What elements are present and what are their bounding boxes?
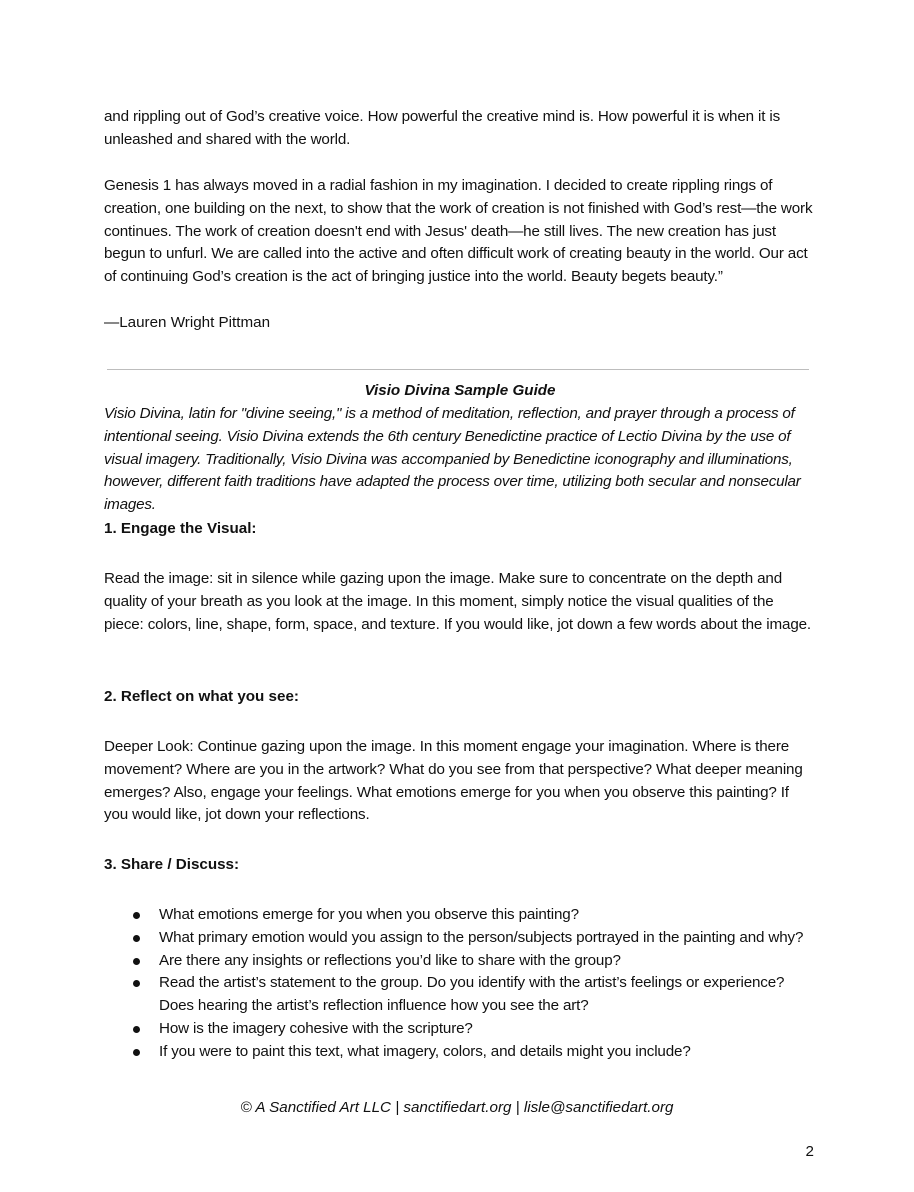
list-item: [104, 904, 816, 927]
step-2-heading: 2. Reflect on what you see:: [104, 688, 299, 705]
question-text: Read the artist’s statement to the group. Do you identify with the artist’s feelings or experience? Does hearing the artist’s reflection influence how you see the art?: [159, 974, 785, 1015]
question-text: How is the imagery cohesive with the scripture?: [159, 1019, 473, 1037]
list-item: [104, 1041, 816, 1064]
question-text: Are there any insights or reflections you’d like to share with the group?: [159, 951, 621, 969]
list-item: [104, 972, 816, 1018]
step-2-body: Deeper Look: Continue gazing upon the image. In this moment engage your imagination. Where is there movement? Where are you in the artwork? What do you see from that perspective? What deeper meaning emerges? Also, engage your feelings. What emotions emerge for you when you observe this painting? If you would like, jot down your reflections.: [104, 738, 803, 824]
list-item: [104, 927, 816, 950]
artist-statement-paragraph-2: Genesis 1 has always moved in a radial fashion in my imagination. I decided to create rippling rings of creation, one building on the next, to show that the work of creation is not finished with God’s rest—the work continues. The work of creation doesn't end with Jesus' death—he still lives. The new creation has just begun to unfurl. We are called into the active and often difficult work of creating beauty in the world. Our act of continuing God’s creation is the act of bringing justice into the world. Beauty begets beauty.”: [104, 177, 813, 286]
step-1-heading: 1. Engage the Visual:: [104, 520, 257, 537]
guide-title: Visio Divina Sample Guide: [364, 382, 556, 399]
step-1-body: Read the image: sit in silence while gazing upon the image. Make sure to concentrate on the depth and quality of your breath as you look at the image. In this moment, simply notice the visual qualities of the piece: colors, line, shape, form, space, and texture. If you would like, jot down a few words about the image.: [104, 570, 811, 633]
step-3-heading: 3. Share / Discuss:: [104, 856, 240, 873]
page-footer: © A Sanctified Art LLC | sanctifiedart.org | lisle@sanctifiedart.org: [240, 1099, 674, 1116]
section-divider: [107, 369, 809, 370]
guide-intro: Visio Divina, latin for "divine seeing," is a method of meditation, reflection, and prayer through a process of intentional seeing. Visio Divina extends the 6th century Benedictine practice of Lectio Divina by the use of visual imagery. Traditionally, Visio Divina was accompanied by Benedictine iconography and illuminations, however, different faith traditions have adapted the process over time, utilizing both secular and nonsecular images.: [104, 405, 801, 514]
bullet-icon: [133, 1049, 140, 1056]
bullet-icon: [133, 1026, 140, 1033]
question-text: What primary emotion would you assign to the person/subjects portrayed in the painting and why?: [159, 928, 804, 946]
bullet-icon: [133, 912, 140, 919]
artist-statement-paragraph-1: and rippling out of God’s creative voice. How powerful the creative mind is. How powerful it is when it is unleashed and shared with the world.: [104, 108, 781, 148]
artist-attribution: —Lauren Wright Pittman: [104, 314, 271, 331]
list-item: [104, 1018, 816, 1041]
discussion-questions-list: [104, 904, 816, 1064]
bullet-icon: [133, 958, 140, 965]
question-text: If you were to paint this text, what imagery, colors, and details might you include?: [159, 1042, 691, 1060]
question-text: What emotions emerge for you when you observe this painting?: [159, 906, 579, 923]
page-number: 2: [805, 1143, 814, 1160]
bullet-icon: [133, 980, 140, 987]
list-item: [104, 950, 816, 973]
bullet-icon: [133, 935, 140, 942]
